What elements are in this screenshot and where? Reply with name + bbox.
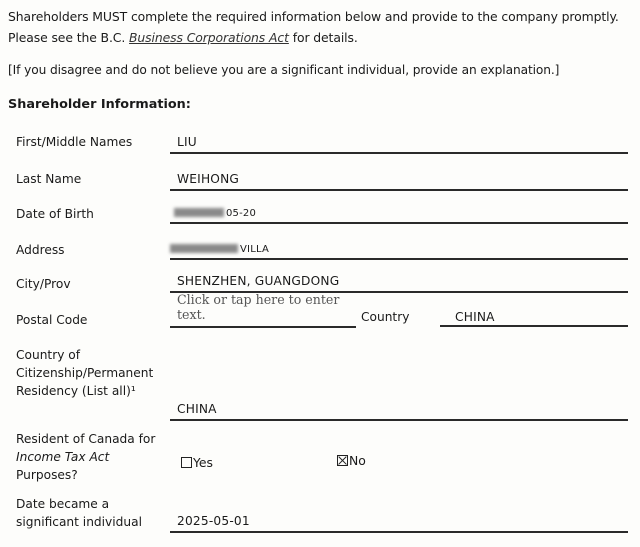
- date-significant-line: [170, 531, 628, 533]
- postal-code-line: [170, 326, 356, 328]
- no-checkbox[interactable]: [337, 455, 348, 466]
- address-value[interactable]: [170, 241, 269, 255]
- dob-label: Date of Birth: [16, 207, 94, 221]
- section-title: Shareholder Information:: [8, 97, 191, 112]
- city-prov-value[interactable]: SHENZHEN, GUANGDONG: [177, 274, 340, 288]
- redacted-block: [174, 208, 224, 217]
- act-link[interactable]: Business Corporations Act: [129, 30, 289, 45]
- yes-checkbox[interactable]: [181, 457, 192, 468]
- citizenship-label-2: Citizenship/Permanent: [16, 366, 154, 380]
- date-significant-value[interactable]: 2025-05-01: [177, 514, 250, 528]
- postal-code-label: Postal Code: [16, 313, 88, 327]
- resident-label-1: Resident of Canada for: [16, 432, 156, 446]
- postal-code-placeholder[interactable]: Click or tap here to enter text.: [177, 292, 340, 322]
- citizenship-value[interactable]: CHINA: [177, 402, 217, 416]
- income-tax-act-text: Income Tax Act: [16, 450, 110, 464]
- address-label: Address: [16, 243, 65, 257]
- citizenship-label-3: Residency (List all)¹: [16, 384, 136, 398]
- address-visible-part: VILLA: [240, 244, 270, 255]
- last-name-line: [170, 189, 628, 191]
- citizenship-line: [170, 419, 628, 421]
- city-prov-label: City/Prov: [16, 277, 71, 291]
- intro-text: Shareholders MUST complete the required information below and provide to the company promptly. Please see the B.C.: [8, 9, 619, 45]
- no-label: No: [349, 453, 366, 468]
- yes-label: Yes: [193, 455, 214, 470]
- dob-line: [170, 222, 628, 224]
- citizenship-label-1: Country of: [16, 348, 81, 362]
- no-option[interactable]: [337, 453, 366, 468]
- last-name-label: Last Name: [16, 172, 82, 186]
- country-value[interactable]: CHINA: [455, 310, 495, 324]
- date-significant-label-2: significant individual: [16, 515, 142, 529]
- first-middle-label: First/Middle Names: [16, 135, 133, 149]
- country-label: Country: [361, 310, 410, 324]
- dob-value[interactable]: [174, 205, 256, 219]
- address-line: [170, 258, 628, 260]
- yes-option[interactable]: [181, 455, 213, 470]
- disagree-note: [If you disagree and do not believe you are a significant individual, provide an explanation.]: [8, 63, 560, 77]
- first-middle-value[interactable]: LIU: [177, 135, 197, 149]
- date-significant-label-1: Date became a: [16, 497, 110, 511]
- intro-paragraph: [8, 6, 628, 48]
- redacted-block: [170, 244, 238, 253]
- resident-label-3: Purposes?: [16, 468, 78, 482]
- first-middle-line: [170, 152, 628, 154]
- dob-visible-part: 05-20: [226, 208, 257, 219]
- resident-label-2: [16, 448, 109, 467]
- last-name-value[interactable]: WEIHONG: [177, 172, 240, 186]
- country-line: [440, 325, 628, 327]
- intro-text-end: for details.: [288, 30, 358, 45]
